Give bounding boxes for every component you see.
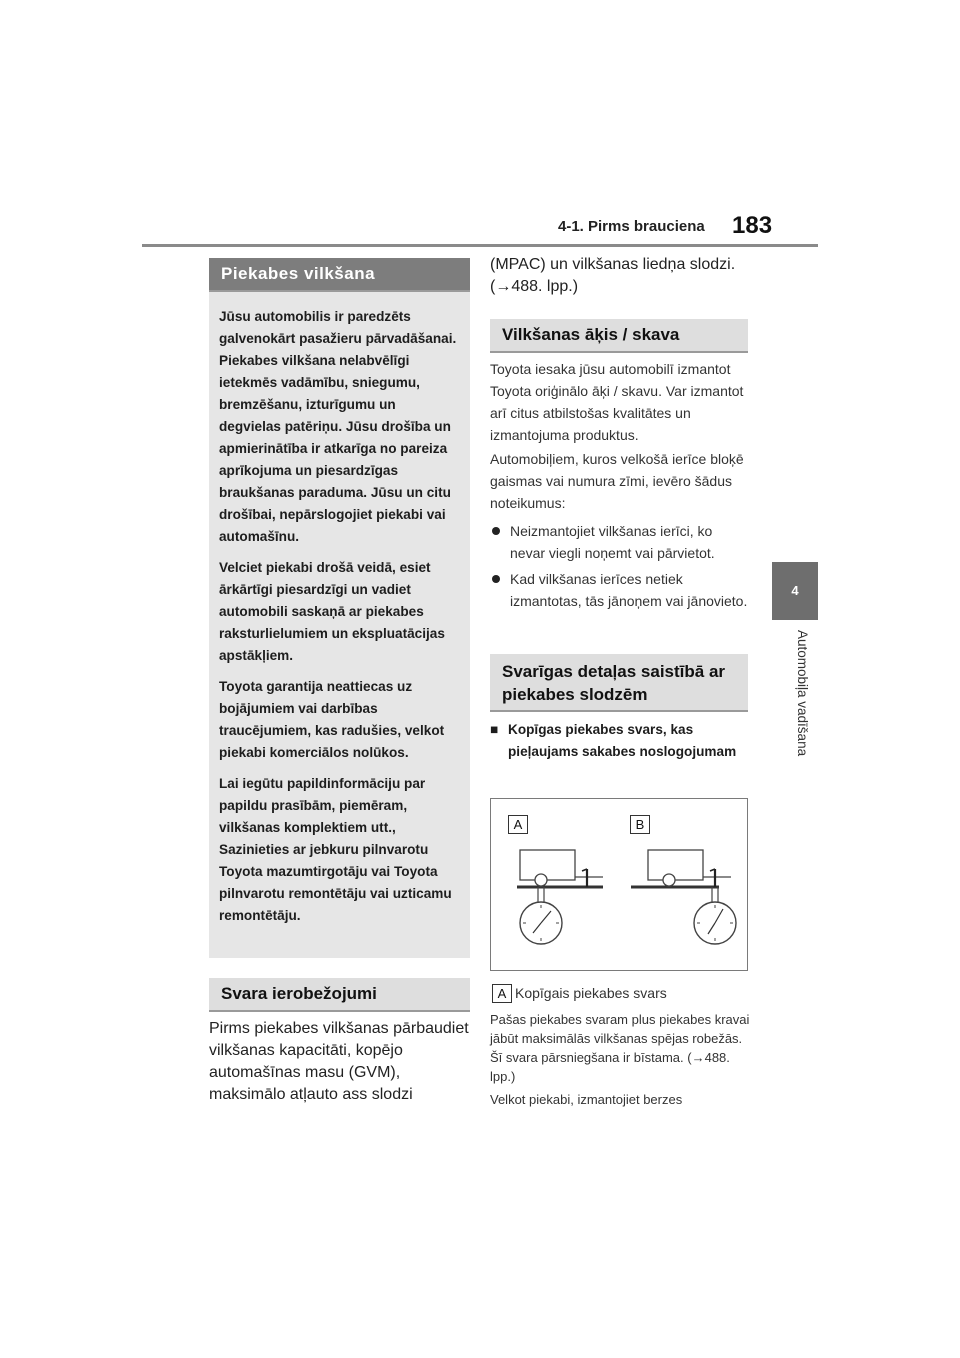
caption-text: Pašas piekabes svaram plus piekabes kravai jābūt maksimālās vilkšanas spējas robežās. Šī svara pārsniegšana ir bīstama. (→488. lpp.): [490, 1012, 750, 1084]
bullet-item: [510, 568, 748, 612]
trailer-b-icon: [631, 850, 731, 903]
scale-b-gauge-icon: [694, 902, 736, 944]
note-paragraph: Velciet piekabi drošā veidā, esiet ārkārtīgi piesardzīgi un vadiet automobili saskaņā ar piekabes raksturlielumiem un ekspluatācijas apstākļiem.: [219, 560, 445, 663]
figure-label-a: A: [508, 815, 528, 834]
heading-towing: Piekabes vilkšana: [209, 258, 470, 292]
hitch-paragraph: Automobiļiem, kuros velkošā ierīce bloķē gaismas vai numura zīmi, ievēro šādus noteikumus:: [490, 451, 744, 511]
heading-trailer-load-details: Svarīgas detaļas saistībā ar piekabes slodzēm: [490, 654, 748, 712]
trailer-a-icon: [517, 850, 603, 903]
note-box: [209, 292, 470, 958]
bullet-dot-icon: [492, 575, 500, 583]
bullet-text: Kad vilkšanas ierīces netiek izmantotas, tās jānoņem vai jānovieto.: [510, 571, 748, 609]
page-number: 183: [732, 212, 773, 239]
scale-a-gauge-icon: [520, 902, 562, 944]
subheading-text: Kopīgas piekabes svars, kas pieļaujams sakabes noslogojumam: [508, 722, 737, 759]
heading-hitch: Vilkšanas āķis / skava: [490, 319, 748, 353]
bullet-text: Neizmantojiet vilkšanas ierīci, ko nevar viegli noņemt vai pārvietot.: [510, 523, 715, 561]
note-paragraph: Lai iegūtu papildinformāciju par papildu prasībām, piemēram, vilkšanas komplektiem utt., Sazinieties ar jebkuru pilnvarotu Toyota mazumtirgotāju vai Toyota pilnvarotu remontētāju vai uzticamu remontētāju.: [219, 776, 452, 923]
chapter-title: Automobiļa vadīšana: [795, 630, 810, 757]
figure-label-b: B: [630, 815, 650, 834]
section-title: 4-1. Pirms brauciena: [558, 218, 705, 235]
caption-title: Kopīgais piekabes svars: [515, 985, 667, 1001]
header-rule: [142, 244, 818, 247]
subheading: [490, 719, 748, 763]
square-bullet-icon: ■: [490, 722, 499, 737]
trailer-weight-figure: [490, 798, 748, 971]
hitch-paragraph: Toyota iesaka jūsu automobilī izmantot Toyota oriģinālo āķi / skavu. Var izmantot arī citus atbilstošas kvalitātes un izmantojuma produktus.: [490, 361, 744, 443]
continuation-text: (MPAC) un vilkšanas liedņa slodzi. (→488. lpp.): [490, 256, 736, 295]
weight-limits-text: Pirms piekabes vilkšanas pārbaudiet vilkšanas kapacitāti, kopējo automašīnas masu (GVM), maksimālo atļauto ass slodzi: [209, 1020, 469, 1103]
note-paragraph: Toyota garantija neattiecas uz bojājumiem vai darbības traucējumiem, kas radušies, velkot piekabi komerciālos nolūkos.: [219, 679, 445, 760]
caption-label: A: [492, 984, 512, 1003]
note-paragraph: Jūsu automobilis ir paredzēts galvenokārt pasažieru pārvadāšanai. Piekabes vilkšana nelabvēlīgi ietekmēs vadāmību, sniegumu, bremzēšanu, izturīgumu un degvielas patēriņu. Jūsu drošība un apmierinātība ir atkarīga no pareiza aprīkojuma un piesardzīgas braukšanas paraduma. Jūsu un citu drošībai, nepārslogojiet piekabi vai automašīnu.: [219, 309, 457, 544]
heading-weight-limits: Svara ierobežojumi: [209, 978, 470, 1012]
chapter-tab: 4: [772, 562, 818, 620]
bullet-item: [510, 520, 748, 564]
trailer-scales-diagram: [491, 799, 747, 970]
bullet-dot-icon: [492, 527, 500, 535]
continued-text: Velkot piekabi, izmantojiet berzes: [490, 1092, 683, 1107]
